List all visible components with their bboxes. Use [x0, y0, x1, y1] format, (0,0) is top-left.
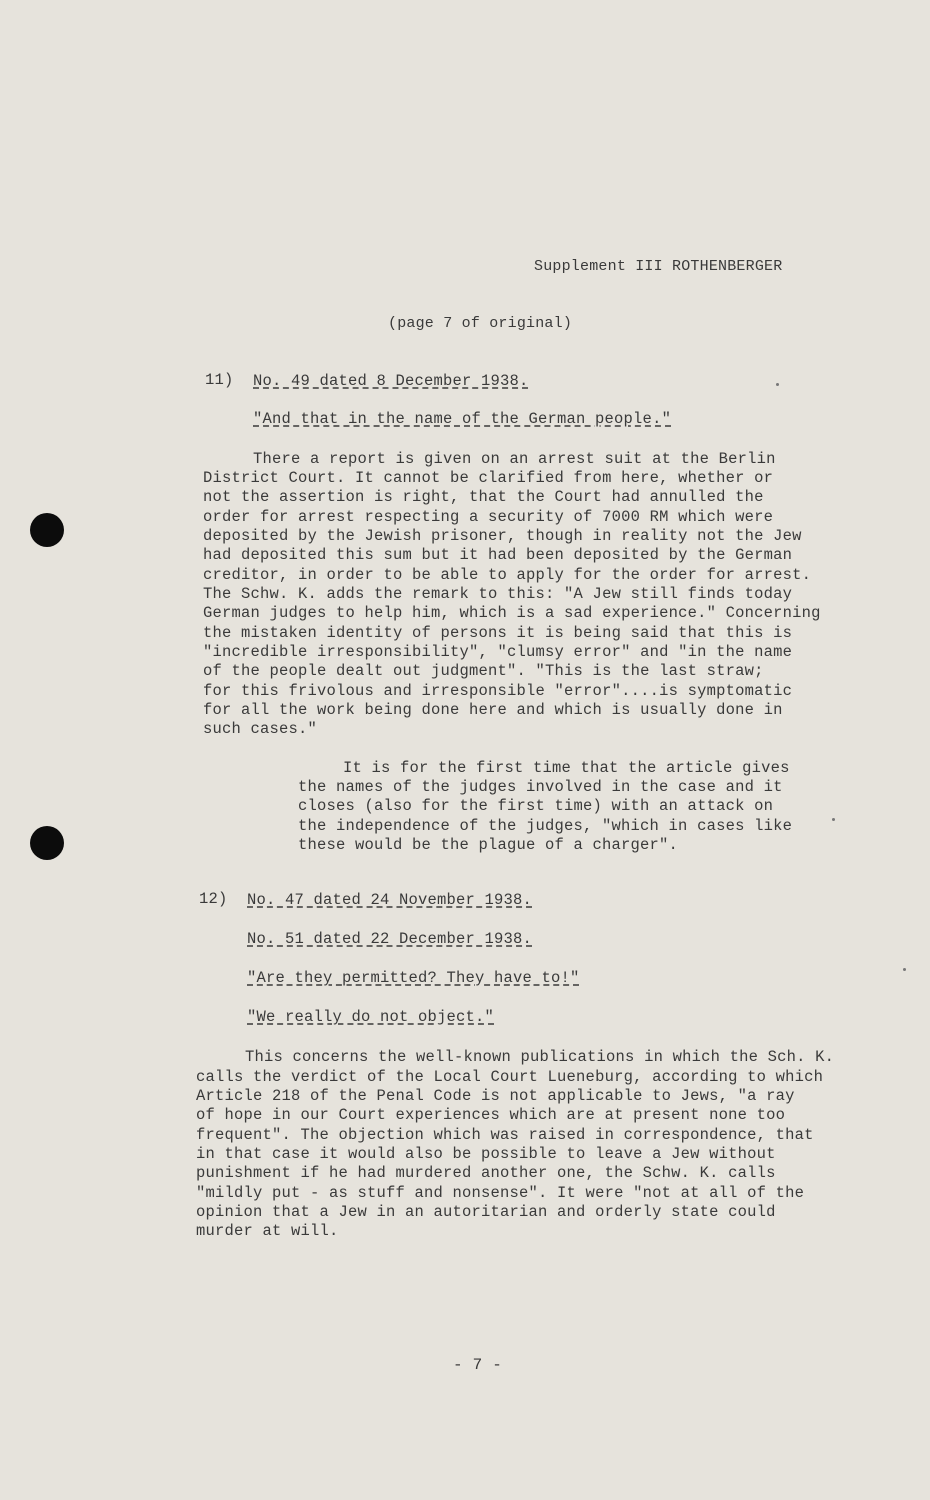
text-line: murder at will.	[196, 1222, 339, 1240]
text-line: creditor, in order to be able to apply for the order for arrest.	[203, 566, 812, 584]
item-12-title-2: "We really do not object."	[247, 1008, 495, 1026]
paper-speck	[832, 818, 835, 821]
item-11-number: 11)	[205, 371, 234, 389]
text-line: German judges to help him, which is a sad experience." Concerning	[203, 604, 821, 622]
item-11-reference: No. 49 dated 8 December 1938.	[253, 372, 529, 390]
text-line: opinion that a Jew in an autoritarian and orderly state could	[196, 1203, 776, 1221]
text-line: order for arrest respecting a security of 7000 RM which were	[203, 508, 774, 526]
text-line: It is for the first time that the article gives	[343, 759, 790, 777]
text-line: of the people dealt out judgment". "This is the last straw;	[203, 662, 764, 680]
text-line: calls the verdict of the Local Court Lueneburg, according to which	[196, 1068, 824, 1086]
paper-speck	[903, 968, 906, 971]
text-line: District Court. It cannot be clarified from here, whether or	[203, 469, 774, 487]
text-line: such cases."	[203, 720, 318, 738]
page-reference: (page 7 of original)	[388, 315, 573, 332]
text-line: frequent". The objection which was raised in correspondence, that	[196, 1126, 814, 1144]
text-line: deposited by the Jewish prisoner, though in reality not the Jew	[203, 527, 802, 545]
text-line: not the assertion is right, that the Court had annulled the	[203, 488, 764, 506]
text-line: punishment if he had murdered another one, the Schw. K. calls	[196, 1164, 776, 1182]
item-12-reference-2: No. 51 dated 22 December 1938.	[247, 930, 533, 948]
text-line: "mildly put - as stuff and nonsense". It were "not at all of the	[196, 1184, 805, 1202]
text-line: the mistaken identity of persons it is being said that this is	[203, 624, 793, 642]
paper-speck	[776, 383, 779, 386]
page-number: - 7 -	[453, 1356, 503, 1374]
text-line: for all the work being done here and which is usually done in	[203, 701, 783, 719]
text-line: closes (also for the first time) with an attack on	[298, 797, 774, 815]
text-line: for this frivolous and irresponsible "error"....is symptomatic	[203, 682, 793, 700]
text-line: "incredible irresponsibility", "clumsy error" and "in the name	[203, 643, 793, 661]
item-11-title: "And that in the name of the German people."	[253, 410, 672, 428]
text-line: Article 218 of the Penal Code is not applicable to Jews, "a ray	[196, 1087, 795, 1105]
punch-hole-top	[30, 513, 64, 547]
text-line: these would be the plague of a charger".	[298, 836, 679, 854]
text-line: of hope in our Court experiences which are at present none too	[196, 1106, 786, 1124]
supplement-heading: Supplement III ROTHENBERGER	[534, 258, 783, 275]
text-line: There a report is given on an arrest suit at the Berlin	[253, 450, 776, 468]
text-line: The Schw. K. adds the remark to this: "A Jew still finds today	[203, 585, 793, 603]
text-line: the names of the judges involved in the case and it	[298, 778, 783, 796]
text-line: the independence of the judges, "which in cases like	[298, 817, 793, 835]
item-12-number: 12)	[199, 890, 228, 908]
item-12-reference-1: No. 47 dated 24 November 1938.	[247, 891, 533, 909]
text-line: had deposited this sum but it had been deposited by the German	[203, 546, 793, 564]
text-line: in that case it would also be possible to leave a Jew without	[196, 1145, 776, 1163]
item-12-title-1: "Are they permitted? They have to!"	[247, 969, 580, 987]
punch-hole-bottom	[30, 826, 64, 860]
text-line: This concerns the well-known publications in which the Sch. K.	[245, 1048, 835, 1066]
